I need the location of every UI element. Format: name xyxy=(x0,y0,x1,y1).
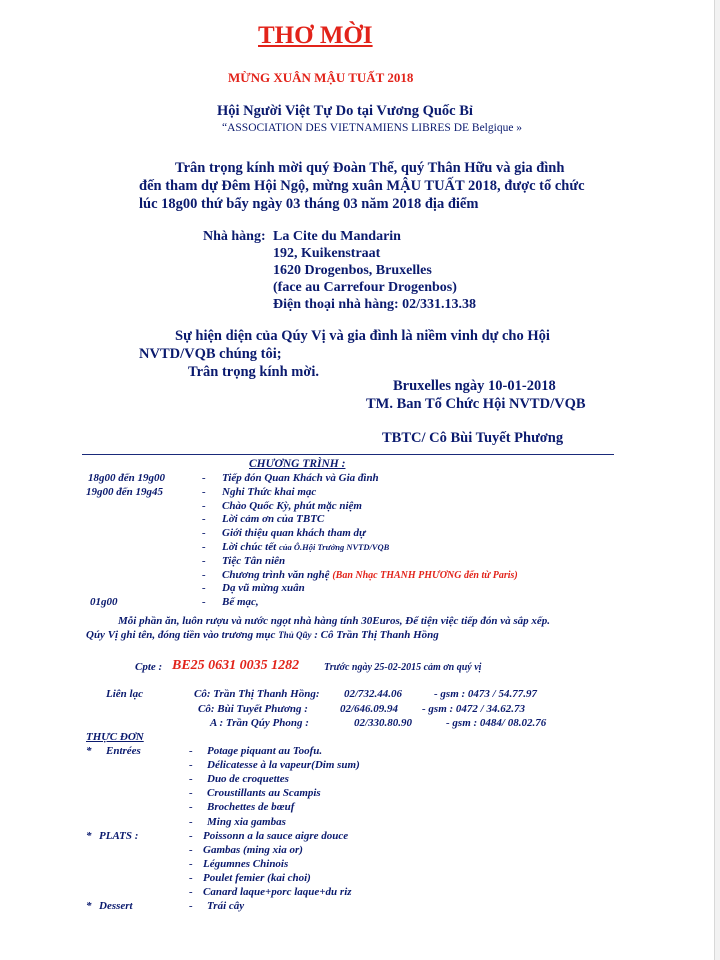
menu-heading: THỰC ĐƠN xyxy=(86,731,144,743)
menu-dash: - xyxy=(189,801,193,814)
invite-line-1: Trân trọng kính mời quý Đoàn Thể, quý Thân Hữu và gia đình xyxy=(175,160,565,176)
price-line: Mỗi phần ăn, luôn rượu và nước ngọt nhà hàng tính 30Euros, Để tiện việc tiếp đón và sắp xếp. xyxy=(118,615,551,627)
document-title: THƠ MỜI xyxy=(258,22,373,49)
program-item-highlight: (Ban Nhạc THANH PHƯƠNG đến từ Paris) xyxy=(332,569,518,581)
contact-phone: 02/732.44.06 xyxy=(344,688,403,700)
closing-line-3: Trân trọng kính mời. xyxy=(188,364,320,380)
program-dash: - xyxy=(202,485,206,498)
association-name: “ASSOCIATION DES VIETNAMIENS LIBRES DE Belgique » xyxy=(222,122,523,134)
page-scrollbar[interactable] xyxy=(714,0,720,960)
program-item xyxy=(222,500,362,512)
contact-name: Cô: Trần Thị Thanh Hồng: xyxy=(194,688,320,700)
contact-phone: 02/646.09.94 xyxy=(340,702,399,715)
account-number: BE25 0631 0035 1282 xyxy=(172,658,300,673)
menu-category: Entrées xyxy=(106,745,141,757)
program-item-text: Tiếp đón Quan Khách và Gia đình xyxy=(222,472,379,484)
menu-dash: - xyxy=(189,829,193,842)
menu-bullet: * xyxy=(86,745,92,757)
restaurant-phone: Điện thoại nhà hàng: 02/331.13.38 xyxy=(273,297,477,312)
menu-item: Poissonn a la sauce aigre douce xyxy=(203,829,349,842)
program-item xyxy=(222,486,316,498)
document-subtitle: MỪNG XUÂN MẬU TUẤT 2018 xyxy=(228,70,414,85)
program-item-text: Lời cảm ơn của TBTC xyxy=(222,513,325,526)
program-dash: - xyxy=(202,527,206,540)
restaurant-street: 192, Kuikenstraat xyxy=(273,246,381,261)
menu-dash: - xyxy=(189,745,193,757)
contacts-label: Liên lạc xyxy=(106,688,143,700)
signature-name: TBTC/ Cô Bùi Tuyết Phương xyxy=(382,430,564,446)
program-item xyxy=(222,472,379,484)
register-end: : Cô Trần Thị Thanh Hồng xyxy=(314,629,439,641)
menu-category: PLATS : xyxy=(99,829,139,842)
menu-item: Duo de croquettes xyxy=(207,773,289,786)
menu-dash: - xyxy=(189,843,193,856)
menu-dash: - xyxy=(189,773,193,786)
closing-line-1: Sự hiện diện của Qúy Vị và gia đình là niềm vinh dự cho Hội xyxy=(175,328,550,344)
program-heading: CHƯƠNG TRÌNH : xyxy=(249,458,346,470)
program-dash: - xyxy=(202,472,206,484)
menu-bullet: * xyxy=(86,829,92,842)
program-item xyxy=(222,555,285,567)
program-item xyxy=(222,513,324,525)
program-dash: - xyxy=(202,582,206,595)
menu-item: Potage piquant au Toofu. xyxy=(207,745,323,757)
menu-item: Poulet femier (kai choi) xyxy=(203,871,311,884)
menu-dash: - xyxy=(189,815,193,828)
program-dash: - xyxy=(202,541,206,553)
organization-name: Hội Người Việt Tự Do tại Vương Quốc Bỉ xyxy=(217,103,473,119)
restaurant-note: (face au Carrefour Drogenbos) xyxy=(273,280,457,295)
menu-dash: - xyxy=(189,900,193,913)
program-time: 18g00 đến 19g00 xyxy=(88,472,165,484)
program-item xyxy=(222,527,366,539)
invite-line-3: lúc 18g00 thứ bẩy ngày 03 tháng 03 năm 2018 địa điểm xyxy=(139,196,479,212)
register-line xyxy=(86,629,439,641)
menu-item: Canard laque+porc laque+du riz xyxy=(203,886,352,898)
program-item xyxy=(222,596,259,608)
signature-date: Bruxelles ngày 10-01-2018 xyxy=(393,378,556,394)
menu-item: Ming xia gambas xyxy=(207,815,286,828)
menu-bullet: * xyxy=(86,900,92,913)
menu-dash: - xyxy=(189,759,193,772)
program-item-text: Bế mạc, xyxy=(222,596,259,609)
program-item-text: Dạ vũ mừng xuân xyxy=(222,582,305,595)
program-dash: - xyxy=(202,513,206,526)
contact-phone: 02/330.80.90 xyxy=(354,717,413,729)
restaurant-city: 1620 Drogenbos, Bruxelles xyxy=(273,263,432,278)
restaurant-name: La Cite du Mandarin xyxy=(273,229,401,244)
program-item-text: Lời chúc tết xyxy=(222,541,277,553)
contact-name: A : Trần Qúy Phong : xyxy=(210,717,309,729)
program-dash: - xyxy=(202,568,206,581)
contact-gsm: - gsm : 0472 / 34.62.73 xyxy=(422,702,525,715)
closing-line-2: NVTD/VQB chúng tôi; xyxy=(139,346,282,362)
program-time: 01g00 xyxy=(90,596,118,609)
menu-dash: - xyxy=(189,871,193,884)
program-item-text: Nghi Thức khai mạc xyxy=(222,485,317,498)
program-item xyxy=(222,582,305,594)
contact-gsm: - gsm : 0473 / 54.77.97 xyxy=(434,688,537,700)
contact-name: Cô: Bùi Tuyết Phương : xyxy=(198,702,308,715)
program-item-text: Giới thiệu quan khách tham dự xyxy=(222,527,366,540)
register-small: Thủ Qũy xyxy=(278,630,312,640)
menu-category: Dessert xyxy=(99,900,133,913)
program-dash: - xyxy=(202,596,206,609)
section-divider xyxy=(82,454,614,455)
menu-item: Gambas (ming xia or) xyxy=(203,843,303,856)
menu-item: Légumnes Chinois xyxy=(203,857,289,870)
program-item xyxy=(222,569,518,581)
program-item-text: Chương trình văn nghệ xyxy=(222,568,330,581)
program-item-text: Tiệc Tân niên xyxy=(222,554,286,567)
account-deadline: Trước ngày 25-02-2015 cảm ơn quý vị xyxy=(324,662,482,673)
menu-dash: - xyxy=(189,787,193,800)
menu-item: Croustillants au Scampis xyxy=(207,787,321,800)
invite-line-2: đến tham dự Đêm Hội Ngộ, mừng xuân MẬU TUẤT 2018, được tổ chức xyxy=(139,178,585,194)
restaurant-label: Nhà hàng: xyxy=(203,229,266,244)
menu-item: Trái cây xyxy=(207,900,245,913)
menu-dash: - xyxy=(189,857,193,870)
menu-item: Délicatesse à la vapeur(Dim sum) xyxy=(207,759,360,772)
program-time: 19g00 đến 19g45 xyxy=(86,485,163,498)
program-item-text: Chào Quốc Kỳ, phút mặc niệm xyxy=(222,499,362,512)
menu-dash: - xyxy=(189,886,193,898)
program-item xyxy=(222,541,389,553)
signature-committee: TM. Ban Tổ Chức Hội NVTD/VQB xyxy=(366,396,586,412)
program-dash: - xyxy=(202,499,206,512)
program-dash: - xyxy=(202,554,206,567)
account-label: Cpte : xyxy=(135,661,163,673)
register-main: Qúy Vị ghi tên, đóng tiền vào trương mục xyxy=(86,629,276,641)
menu-item: Brochettes de bœuf xyxy=(207,801,295,814)
contact-gsm: - gsm : 0484/ 08.02.76 xyxy=(446,717,547,729)
program-item-note: của Ô.Hội Trưởng NVTD/VQB xyxy=(278,542,390,552)
